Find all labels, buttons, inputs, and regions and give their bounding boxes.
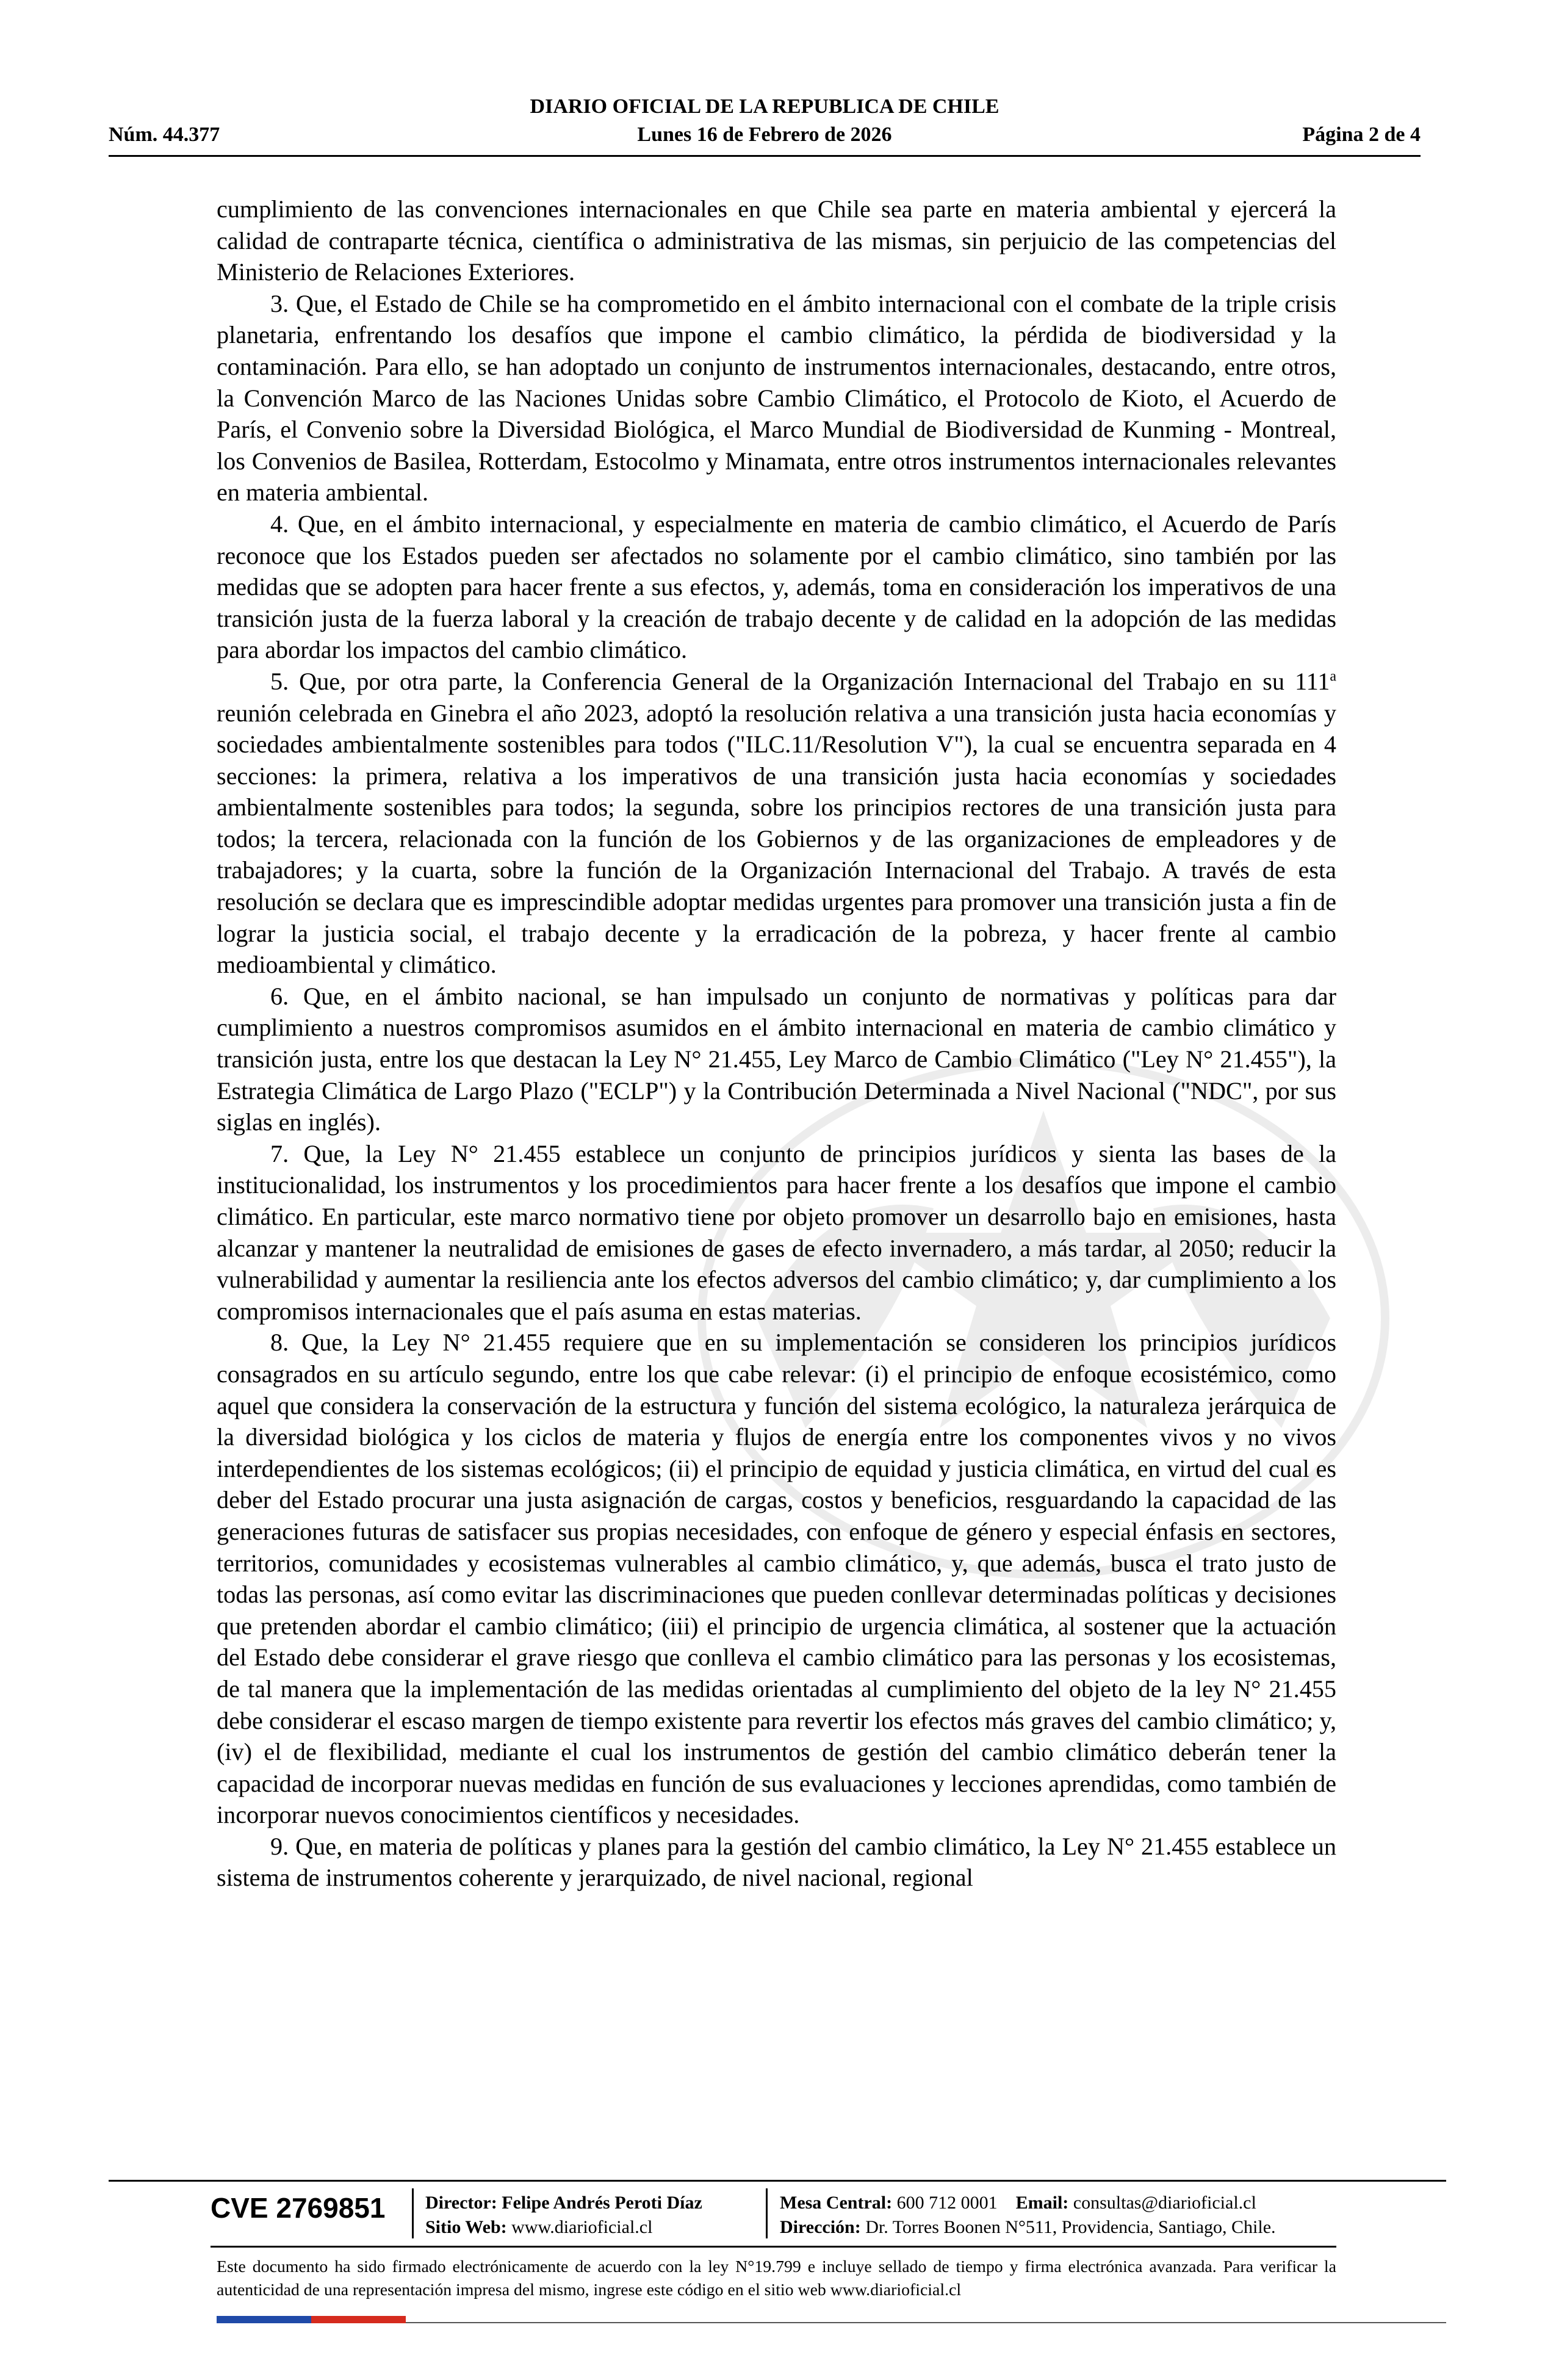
paragraph-9: 9. Que, en materia de políticas y planes para la gestión del cambio climático, la Ley N° 21.455 establece un sistema de instrumentos coherente y jerarquizado, de nivel nacional, regional [217, 1832, 1336, 1892]
footer-bottom-line [406, 2322, 1446, 2323]
ordinal-superscript: a [1330, 668, 1336, 685]
issue-number: Núm. 44.377 [109, 123, 220, 146]
paragraph-7: 7. Que, la Ley N° 21.455 establece un conjunto de principios jurídicos y sienta las bases de la institucionalidad, los instrumentos y los procedimientos para hacer frente a los desafíos que impone el cambio climático. En particular, este marco normativo tiene por objeto promover un desarrollo bajo en emisiones, hasta alcanzar y mantener la neutralidad de emisiones de gases de efecto invernadero, a más tardar, al 2050; reducir la vulnerabilidad y aumentar la resiliencia ante los efectos adversos del cambio climático; y, dar cumplimiento a los compromisos internacionales que el país asuma en estas materias. [217, 1139, 1336, 1325]
site-link[interactable]: www.diarioficial.cl [511, 2217, 653, 2237]
legal-notice: Este documento ha sido firmado electrónicamente de acuerdo con la ley N°19.799 e incluye sellado de tiempo y firma electrónica avanzada. Para verificar la autenticidad de una representación impresa del mismo, ingrese este código en el sitio web www.diarioficial.cl [217, 2257, 1336, 2299]
paragraph-4: 4. Que, en el ámbito internacional, y especialmente en materia de cambio climático, el Acuerdo de París reconoce que los Estados pueden ser afectados no solamente por el cambio climático, sino también por las medidas que se adopten para hacer frente a sus efectos, y, además, toma en consideración los imperativos de una transición justa de la fuerza laboral y la creación de trabajo decente y de calidad en la adopción de las medidas para abordar los impactos del cambio climático. [217, 510, 1336, 664]
paragraph-8: 8. Que, la Ley N° 21.455 requiere que en su implementación se consideren los principios jurídicos consagrados en su artículo segundo, entre los que cabe relevar: (i) el principio de enfoque ecosistémico, como aquel que considera la conservación de la estructura y función del sistema ecológico, la naturaleza jerárquica de la diversidad biológica y los ciclos de materia y flujos de energía entre los componentes vivos y no vivos interdependientes de los sistemas ecológicos; (ii) el principio de equidad y justicia climática, en virtud del cual es deber del Estado procurar una justa asignación de cargas, costos y beneficios, resguardando la capacidad de las generaciones futuras de satisfacer sus propias necesidades, con enfoque de género y especial énfasis en sectores, territorios, comunidades y ecosistemas vulnerables al cambio climático, y, que además, busca el trato justo de todas las personas, así como evitar las discriminaciones que pueden conllevar determinadas políticas y decisiones que pretenden abordar el cambio climático; (iii) el principio de urgencia climática, al sostener que la actuación del Estado debe considerar el grave riesgo que conlleva el cambio climático para las personas y los ecosistemas, de tal manera que la implementación de las medidas orientadas al cumplimiento del objeto de la ley N° 21.455 debe considerar el escaso margen de tiempo existente para revertir los efectos más graves del cambio climático; y, (iv) el de flexibilidad, mediante el cual los instrumentos de gestión del cambio climático deberán tener la capacidad de incorporar nuevas medidas en función de sus evaluaciones y lecciones aprendidas, como también de incorporar nuevos conocimientos científicos y necesidades. [217, 1329, 1336, 1829]
journal-title: DIARIO OFICIAL DE LA REPUBLICA DE CHILE [530, 95, 1000, 118]
paragraph-continuation: cumplimiento de las convenciones internacionales en que Chile sea parte en materia ambiental y ejercerá la calidad de contraparte técnica, científica o administrativa de las mismas, sin perjuicio de las competencias del Ministerio de Relaciones Exteriores. [217, 195, 1336, 286]
paragraph-5-start: 5. Que, por otra parte, la Conferencia General de la Organización Internacional del Trabajo en su 111 [270, 667, 1330, 695]
director-label: Director: [425, 2193, 497, 2213]
page-number: Página 2 de 4 [1302, 123, 1421, 146]
address-value: Dr. Torres Boonen N°511, Providencia, Santiago, Chile. [865, 2217, 1276, 2237]
footer-separator [412, 2188, 414, 2238]
flag-stripe [217, 2316, 406, 2323]
site-label: Sitio Web: [425, 2217, 507, 2237]
issue-date: Lunes 16 de Febrero de 2026 [637, 123, 892, 146]
footer-contact-block [780, 2191, 1276, 2240]
email-label: Email: [1015, 2193, 1069, 2213]
footer-separator [766, 2188, 768, 2238]
page-header [109, 93, 1421, 154]
phone-value: 600 712 0001 [896, 2193, 998, 2213]
footer-divider-top [109, 2180, 1446, 2182]
paragraph-6: 6. Que, en el ámbito nacional, se han impulsado un conjunto de normativas y políticas para dar cumplimiento a nuestros compromisos asumidos en el ámbito internacional en materia de cambio climático y transición justa, entre los que destacan la Ley N° 21.455, Ley Marco de Cambio Climático ("Ley N° 21.455"), la Estrategia Climática de Largo Plazo ("ECLP") y la Contribución Determinada a Nivel Nacional ("NDC", por sus siglas en inglés). [217, 982, 1336, 1136]
phone-label: Mesa Central: [780, 2193, 893, 2213]
director-name: Felipe Andrés Peroti Díaz [502, 2193, 702, 2213]
paragraph-3: 3. Que, el Estado de Chile se ha comprometido en el ámbito internacional con el combate de la triple crisis planetaria, enfrentando los desafíos que impone el cambio climático, la pérdida de biodiversidad y la contaminación. Para ello, se han adoptado un conjunto de instrumentos internacionales, destacando, entre otros, la Convención Marco de las Naciones Unidas sobre Cambio Climático, el Protocolo de Kioto, el Acuerdo de París, el Convenio sobre la Diversidad Biológica, el Marco Mundial de Biodiversidad de Kunming - Montreal, los Convenios de Basilea, Rotterdam, Estocolmo y Minamata, entre otros instrumentos internacionales relevantes en materia ambiental. [217, 289, 1336, 507]
paragraph-5 [217, 666, 1336, 981]
document-body [217, 193, 1336, 1894]
flag-stripe-blue [217, 2316, 311, 2323]
email-link[interactable]: consultas@diarioficial.cl [1073, 2193, 1256, 2213]
footer-divider-mid [211, 2246, 1336, 2248]
address-label: Dirección: [780, 2217, 861, 2237]
cve-code: CVE 2769851 [211, 2192, 386, 2224]
paragraph-5-rest: reunión celebrada en Ginebra el año 2023, adoptó la resolución relativa a una transición justa hacia economías y sociedades ambientalmente sostenibles para todos ("ILC.11/Resolution V"), la cual se encuentra separada en 4 secciones: la primera, relativa a los imperativos de una transición justa hacia economías y sociedades ambientalmente sostenibles para todos; la segunda, sobre los principios rectores de una transición justa para todos; la tercera, relacionada con la función de los Gobiernos y de las organizaciones de empleadores y de trabajadores; y la cuarta, sobre la función de la Organización Internacional del Trabajo. A través de esta resolución se declara que es imprescindible adoptar medidas urgentes para promover una transición justa a fin de lograr la justicia social, el trabajo decente y la erradicación de la pobreza, y hacer frente al cambio medioambiental y climático. [217, 699, 1336, 979]
header-divider [109, 155, 1421, 157]
footer-director-block [425, 2191, 702, 2240]
flag-stripe-red [311, 2316, 406, 2323]
